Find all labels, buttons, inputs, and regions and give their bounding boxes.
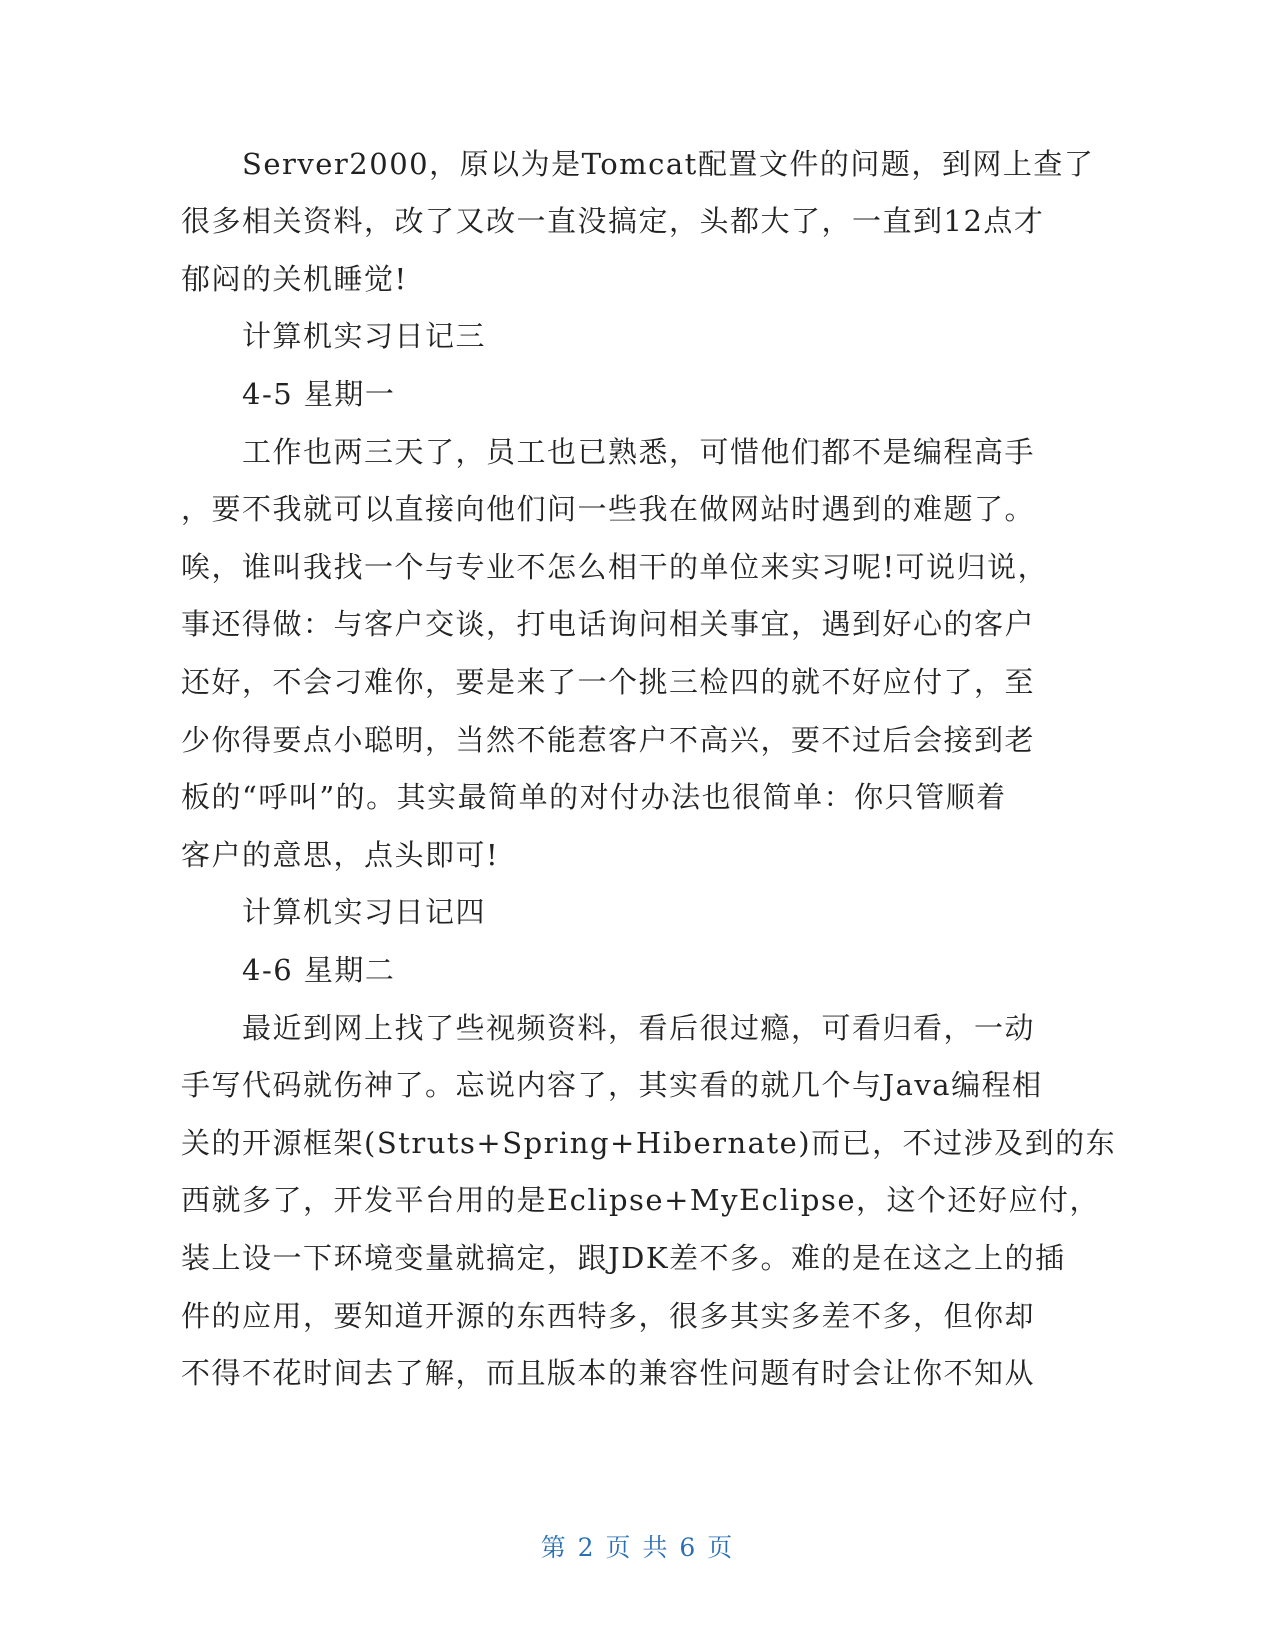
page-number-footer: 第 2 页 共 6 页 [540, 1533, 735, 1562]
section-heading: 计算机实习日记三 [181, 319, 487, 353]
text-line: 郁闷的关机睡觉! [181, 262, 408, 296]
text-line: 手写代码就伤神了。忘说内容了，其实看的就几个与Java编程相 [181, 1068, 1043, 1102]
text-line: 工作也两三天了，员工也已熟悉，可惜他们都不是编程高手 [181, 435, 1036, 469]
text-line: 装上设一下环境变量就搞定，跟JDK差不多。难的是在这之上的插 [181, 1241, 1066, 1275]
text-line: 少你得要点小聪明，当然不能惹客户不高兴，要不过后会接到老 [181, 723, 1036, 757]
text-line: 客户的意思，点头即可! [181, 838, 500, 872]
text-line: 西就多了，开发平台用的是Eclipse+MyEclipse，这个还好应付， [181, 1183, 1101, 1217]
text-line: 还好，不会刁难你，要是来了一个挑三检四的就不好应付了，至 [181, 665, 1036, 699]
text-line: 不得不花时间去了解，而且版本的兼容性问题有时会让你不知从 [181, 1356, 1036, 1390]
text-line: 关的开源框架(Struts+Spring+Hibernate)而已，不过涉及到的东 [181, 1126, 1117, 1160]
text-line: 件的应用，要知道开源的东西特多，很多其实多差不多，但你却 [181, 1299, 1036, 1333]
text-line: ，要不我就可以直接向他们问一些我在做网站时遇到的难题了。 [181, 492, 1036, 526]
entry-date: 4-5 星期一 [181, 377, 396, 411]
section-heading: 计算机实习日记四 [181, 895, 487, 929]
text-line: 事还得做：与客户交谈，打电话询问相关事宜，遇到好心的客户 [181, 607, 1036, 641]
text-line: 唉，谁叫我找一个与专业不怎么相干的单位来实习呢!可说归说， [181, 550, 1049, 584]
text-line: Server2000，原以为是Tomcat配置文件的问题，到网上查了 [181, 147, 1095, 181]
text-line: 板的“呼叫”的。其实最简单的对付办法也很简单：你只管顺着 [181, 780, 1007, 814]
text-line: 很多相关资料，改了又改一直没搞定，头都大了，一直到12点才 [181, 204, 1045, 238]
entry-date: 4-6 星期二 [181, 953, 396, 987]
text-line: 最近到网上找了些视频资料，看后很过瘾，可看归看，一动 [181, 1011, 1036, 1045]
